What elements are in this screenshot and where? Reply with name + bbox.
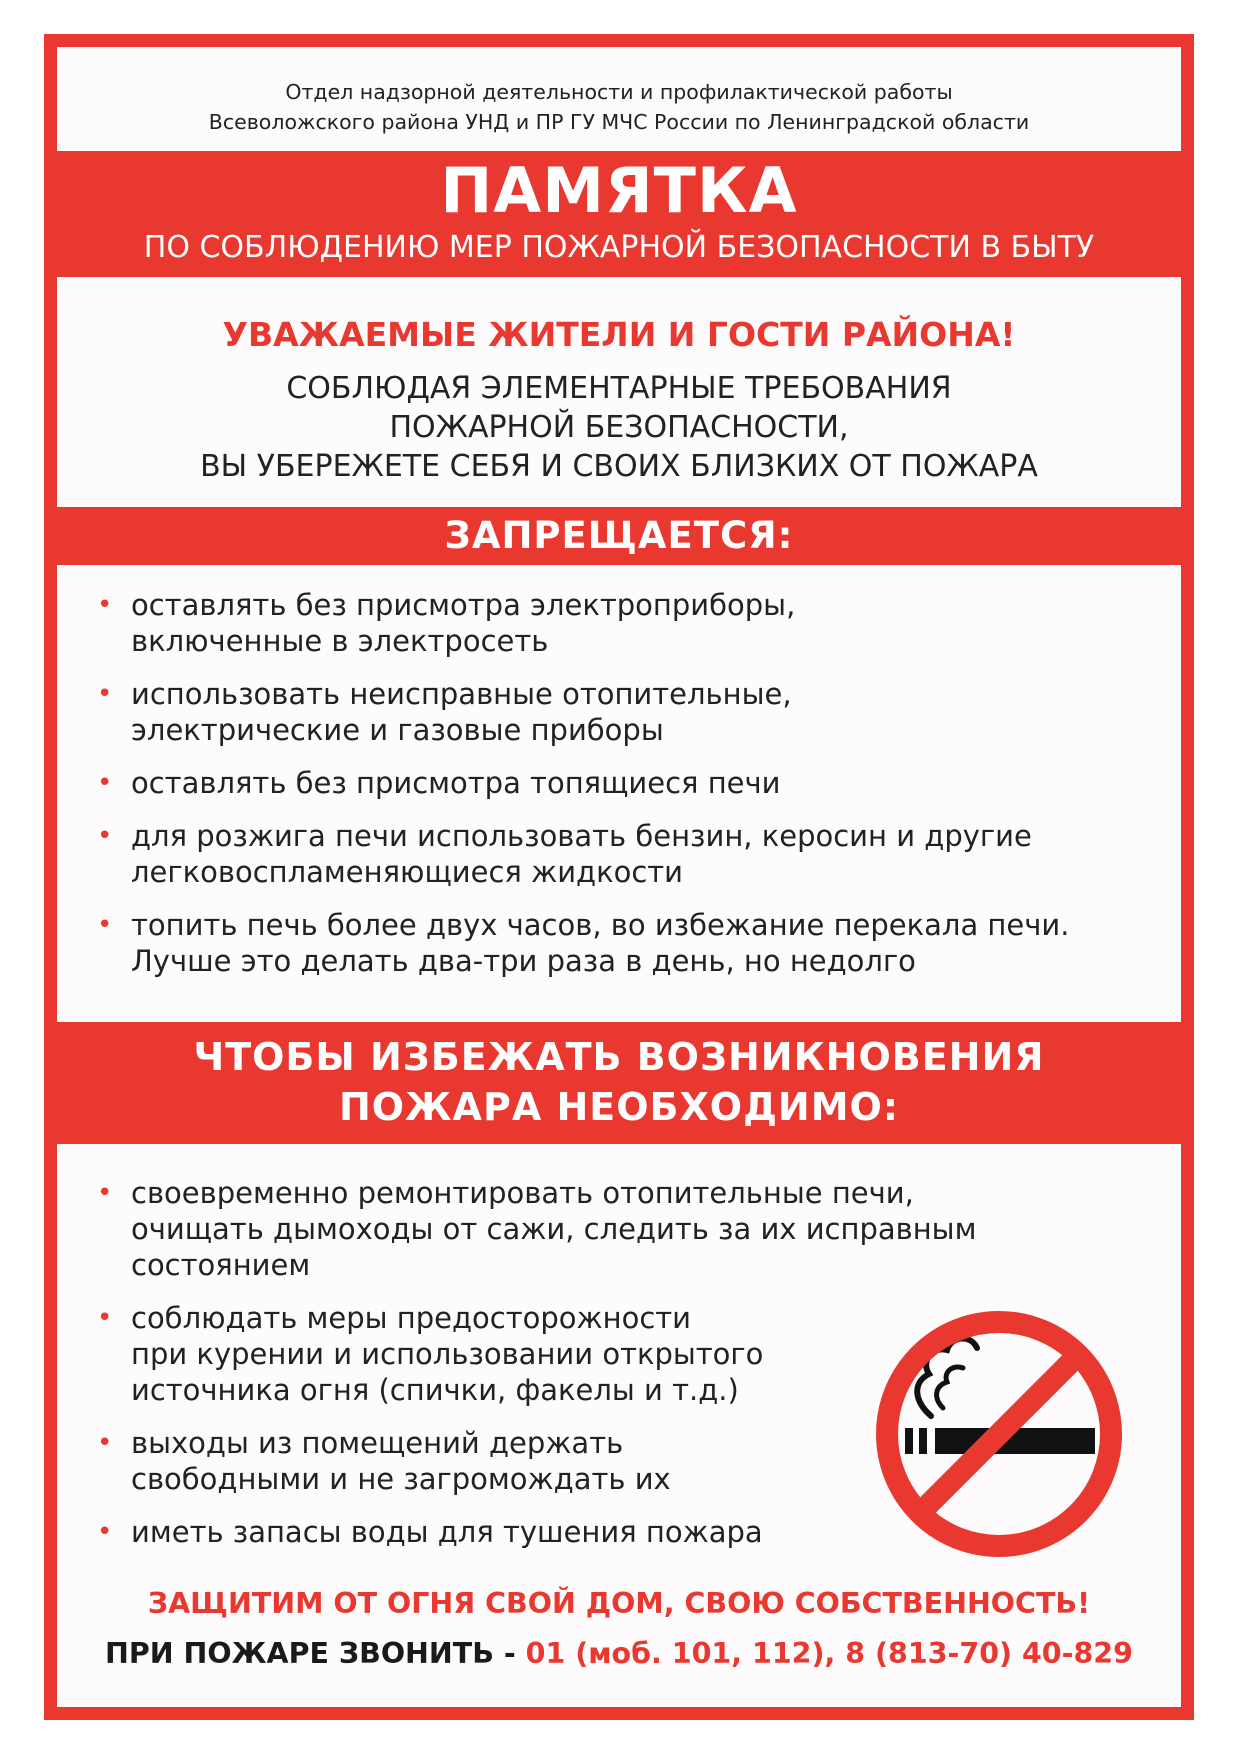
list-item-text: иметь запасы воды для тушения пожара xyxy=(131,1515,763,1549)
list-item xyxy=(87,1425,847,1497)
bullet-icon: • xyxy=(97,590,113,620)
list-item-text: оставлять без присмотра электроприборы, xyxy=(131,588,796,622)
list-item-text: при курении и использовании открытого xyxy=(131,1337,764,1371)
fire-safety-poster xyxy=(44,34,1194,1720)
list-item-text: выходы из помещений держать xyxy=(131,1426,624,1460)
list-item-text: соблюдать меры предосторожности xyxy=(131,1301,692,1335)
phone-label: ПРИ ПОЖАРЕ ЗВОНИТЬ - xyxy=(105,1637,516,1670)
agency-line-2: Всеволожского района УНД и ПР ГУ МЧС России по Ленинградской области xyxy=(208,110,1030,134)
list-item-text: оставлять без присмотра топящиеся печи xyxy=(131,766,781,800)
forbidden-list xyxy=(87,587,1167,996)
list-item-text: для розжига печи использовать бензин, керосин и другие xyxy=(131,819,1032,853)
list-item xyxy=(87,818,1167,890)
required-list xyxy=(87,1175,977,1567)
bullet-icon: • xyxy=(97,1517,113,1547)
intro-text xyxy=(57,369,1181,486)
cigarette-tip-stripe-2 xyxy=(919,1428,927,1454)
intro-line-3: ВЫ УБЕРЕЖЕТЕ СЕБЯ И СВОИХ БЛИЗКИХ ОТ ПОЖАРА xyxy=(200,449,1038,484)
list-item-text: электрические и газовые приборы xyxy=(131,713,664,747)
agency-header xyxy=(57,77,1181,137)
list-item xyxy=(87,1300,847,1408)
list-item xyxy=(87,676,1167,748)
page-title: ПАМЯТКА xyxy=(440,154,798,227)
bullet-icon: • xyxy=(97,1178,113,1208)
footer-slogan: ЗАЩИТИМ ОТ ОГНЯ СВОЙ ДОМ, СВОЮ СОБСТВЕННОСТЬ! xyxy=(147,1587,1091,1620)
bullet-icon: • xyxy=(97,1303,113,1333)
page-subtitle: ПО СОБЛЮДЕНИЮ МЕР ПОЖАРНОЙ БЕЗОПАСНОСТИ В БЫТУ xyxy=(143,230,1095,265)
list-item xyxy=(87,1514,847,1550)
list-item-text: использовать неисправные отопительные, xyxy=(131,677,792,711)
list-item-text: Лучше это делать два-три раза в день, но недолго xyxy=(131,944,916,978)
list-item-text: источника огня (спички, факелы и т.д.) xyxy=(131,1373,739,1407)
no-smoking-icon xyxy=(869,1304,1129,1564)
greeting-heading: УВАЖАЕМЫЕ ЖИТЕЛИ И ГОСТИ РАЙОНА! xyxy=(222,315,1016,354)
phone-numbers: 01 (моб. 101, 112), 8 (813-70) 40-829 xyxy=(525,1637,1133,1670)
list-item-text: своевременно ремонтировать отопительные печи, xyxy=(131,1176,914,1210)
intro-line-2: ПОЖАРНОЙ БЕЗОПАСНОСТИ, xyxy=(389,410,849,445)
smoke-inner xyxy=(937,1367,963,1408)
required-heading-line-2: ПОЖАРА НЕОБХОДИМО: xyxy=(338,1085,900,1129)
list-item xyxy=(87,765,1167,801)
intro-line-1: СОБЛЮДАЯ ЭЛЕМЕНТАРНЫЕ ТРЕБОВАНИЯ xyxy=(286,371,952,406)
agency-line-1: Отдел надзорной деятельности и профилактической работы xyxy=(285,80,953,104)
list-item xyxy=(87,587,1167,659)
bullet-icon: • xyxy=(97,679,113,709)
list-item-text: состоянием xyxy=(131,1248,311,1282)
bullet-icon: • xyxy=(97,1428,113,1458)
forbidden-heading: ЗАПРЕЩАЕТСЯ: xyxy=(57,507,1181,565)
list-item xyxy=(87,1175,977,1283)
title-band xyxy=(57,151,1181,277)
cigarette-tip-stripe-1 xyxy=(905,1428,913,1454)
bullet-icon: • xyxy=(97,768,113,798)
emergency-phone xyxy=(57,1637,1181,1670)
bullet-icon: • xyxy=(97,821,113,851)
list-item-text: включенные в электросеть xyxy=(131,624,549,658)
required-heading-line-1: ЧТОБЫ ИЗБЕЖАТЬ ВОЗНИКНОВЕНИЯ xyxy=(193,1035,1045,1079)
list-item-text: свободными и не загромождать их xyxy=(131,1462,671,1496)
list-item-text: легковоспламеняющиеся жидкости xyxy=(131,855,684,889)
list-item xyxy=(87,907,1167,979)
list-item-text: топить печь более двух часов, во избежание перекала печи. xyxy=(131,908,1070,942)
bullet-icon: • xyxy=(97,910,113,940)
required-heading-band xyxy=(57,1022,1181,1144)
list-item-text: очищать дымоходы от сажи, следить за их исправным xyxy=(131,1212,977,1246)
